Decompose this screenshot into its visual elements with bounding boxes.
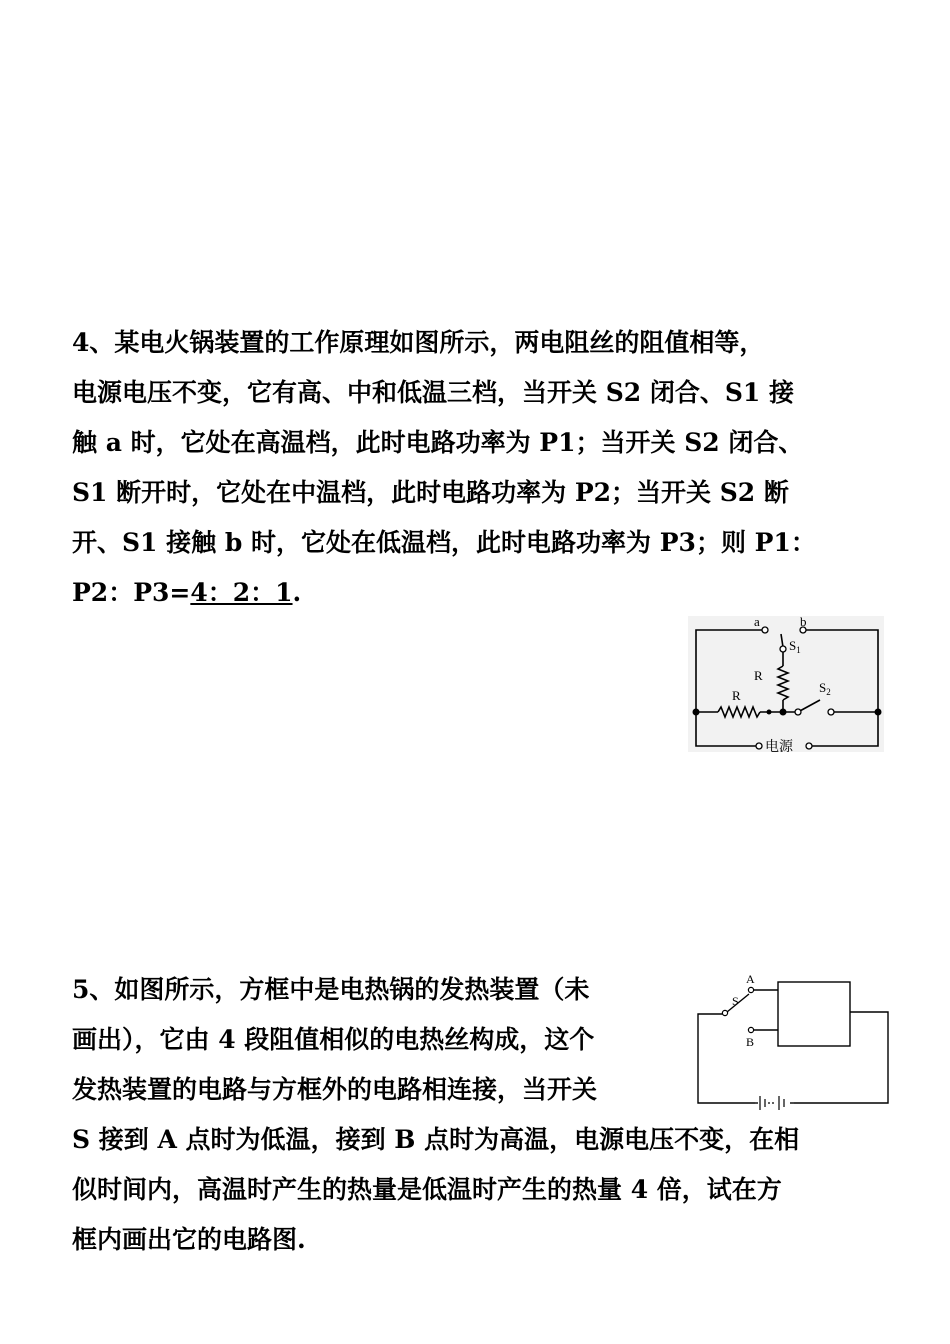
q4-circuit-diagram (688, 616, 884, 752)
q4-junction-right (875, 709, 882, 716)
q5-circuit-diagram (694, 972, 894, 1118)
q4-figure-background (688, 616, 884, 752)
q5-terminal-s (722, 1010, 727, 1015)
question-4 (72, 318, 892, 618)
q4-terminal-s1 (780, 646, 786, 652)
q5-line-5: 似时间内，高温时产生的热量是低温时产生的热量 4 倍，试在方 (72, 1175, 782, 1204)
q4-junction-left (693, 709, 700, 716)
q5-wire-left-loop (698, 1014, 755, 1103)
q4-junction-small (767, 710, 772, 715)
q5-battery (760, 1096, 784, 1110)
q4-answer: 4：2：1 (190, 578, 293, 607)
q4-label-s2: $S_2$ (819, 680, 831, 697)
q4-terminal-s2-right (828, 709, 834, 715)
q5-line-4: S 接到 A 点时为低温，接到 B 点时为高温，电源电压不变，在相 (72, 1125, 800, 1154)
q5-terminal-b (748, 1027, 753, 1032)
q4-line-6 (72, 568, 892, 618)
q4-label-s1: $S_1$ (789, 638, 801, 655)
q4-terminal-s2-left (795, 709, 801, 715)
q5-line-1: 5、如图所示，方框中是电热锅的发热装置（未 (72, 975, 590, 1004)
q4-power-terminal-left (756, 743, 762, 749)
q5-line-6: 框内画出它的电路图. (72, 1225, 306, 1254)
q4-label-r-horizontal: R (732, 688, 741, 703)
q5-wire-right-loop (794, 1012, 888, 1103)
q4-last-suffix: . (292, 578, 302, 607)
q4-last-prefix: P2：P3= (72, 578, 191, 607)
q4-line-5: 开、S1 接触 b 时，它处在低温档，此时电路功率为 P3；则 P1： (72, 528, 816, 557)
q4-label-power: 电源 (765, 740, 793, 752)
q5-line-3: 发热装置的电路与方框外的电路相连接，当开关 (72, 1075, 598, 1104)
q4-junction-middle (780, 709, 787, 716)
q5-label-a: A (746, 972, 755, 986)
q5-terminal-a (748, 987, 753, 992)
q4-label-r-vertical: R (754, 668, 763, 683)
q4-line-3: 触 a 时，它处在高温档，此时电路功率为 P1；当开关 S2 闭合、 (72, 428, 804, 457)
q4-line-1: 4、某电火锅装置的工作原理如图所示，两电阻丝的阻值相等， (72, 328, 765, 357)
q4-power-terminal-right (806, 743, 812, 749)
q4-label-a: a (754, 616, 760, 629)
q4-line-2: 电源电压不变，它有高、中和低温三档，当开关 S2 闭合、S1 接 (72, 378, 795, 407)
q4-line-4: S1 断开时，它处在中温档，此时电路功率为 P2；当开关 S2 断 (72, 478, 789, 507)
q5-line-2: 画出），它由 4 段阻值相似的电热丝构成，这个 (72, 1025, 595, 1054)
q4-terminal-a (762, 627, 768, 633)
q5-label-s: S (732, 994, 739, 1008)
q4-label-b: b (800, 616, 807, 629)
q5-label-b: B (746, 1035, 755, 1049)
q5-heating-box (778, 982, 850, 1046)
